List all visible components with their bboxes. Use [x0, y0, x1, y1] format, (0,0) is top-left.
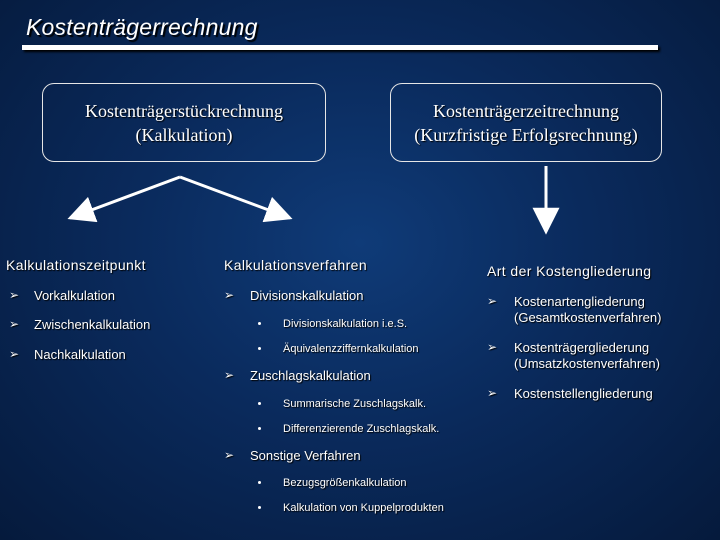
heading-kalkulationszeitpunkt: Kalkulationszeitpunkt [6, 257, 146, 273]
list-item-line1: Kostenartengliederung [514, 294, 645, 309]
arrowhead-bullet-icon: ➢ [9, 288, 20, 302]
box-left-line2: (Kalkulation) [135, 124, 233, 145]
list-item-line2: (Umsatzkostenverfahren) [514, 356, 660, 371]
arrowhead-bullet-icon: ➢ [9, 347, 20, 361]
list-item-line1: Kostenstellengliederung [514, 386, 653, 401]
heading-kalkulationsverfahren: Kalkulationsverfahren [224, 257, 368, 273]
heading-art-der-kostengliederung: Art der Kostengliederung [487, 263, 652, 279]
box-left-line1: Kostenträgerstückrechnung [85, 100, 283, 121]
sub-list-item: Differenzierende Zuschlagskalk. [283, 423, 440, 435]
list-item: Zuschlagskalkulation [250, 368, 371, 383]
list-item-line2: (Gesamtkostenverfahren) [514, 310, 662, 325]
double-headed-arrow-icon [70, 177, 290, 218]
list-item [514, 340, 660, 372]
arrowhead-bullet-icon: ➢ [224, 448, 235, 462]
dot-bullet-icon [258, 402, 261, 405]
arrowhead-bullet-icon: ➢ [487, 294, 498, 308]
arrowhead-bullet-icon: ➢ [224, 368, 235, 382]
list-item: Sonstige Verfahren [250, 448, 361, 463]
arrowhead-bullet-icon: ➢ [487, 340, 498, 354]
box-right-line2: (Kurzfristige Erfolgsrechnung) [414, 124, 638, 145]
arrowhead-bullet-icon: ➢ [224, 288, 235, 302]
dot-bullet-icon [258, 481, 261, 484]
dot-bullet-icon [258, 427, 261, 430]
list-item: Nachkalkulation [34, 347, 126, 362]
box-right-line1: Kostenträgerzeitrechnung [433, 100, 619, 121]
dot-bullet-icon [258, 506, 261, 509]
sub-list-item: Bezugsgrößenkalkulation [283, 477, 407, 489]
page-title: Kostenträgerrechnung [26, 14, 258, 40]
list-item: Zwischenkalkulation [34, 317, 151, 332]
arrowhead-bullet-icon: ➢ [9, 317, 20, 331]
list-item: Vorkalkulation [34, 288, 115, 303]
list-item [514, 386, 653, 402]
list-item: Divisionskalkulation [250, 288, 364, 303]
list-item-line1: Kostenträgergliederung [514, 340, 650, 355]
dot-bullet-icon [258, 347, 261, 350]
dot-bullet-icon [258, 322, 261, 325]
sub-list-item: Äquivalenzziffernkalkulation [283, 343, 419, 355]
arrowhead-bullet-icon: ➢ [487, 386, 498, 400]
list-item [514, 294, 661, 326]
sub-list-item: Divisionskalkulation i.e.S. [283, 318, 408, 330]
sub-list-item: Summarische Zuschlagskalk. [283, 398, 427, 410]
sub-list-item: Kalkulation von Kuppelprodukten [283, 502, 444, 514]
